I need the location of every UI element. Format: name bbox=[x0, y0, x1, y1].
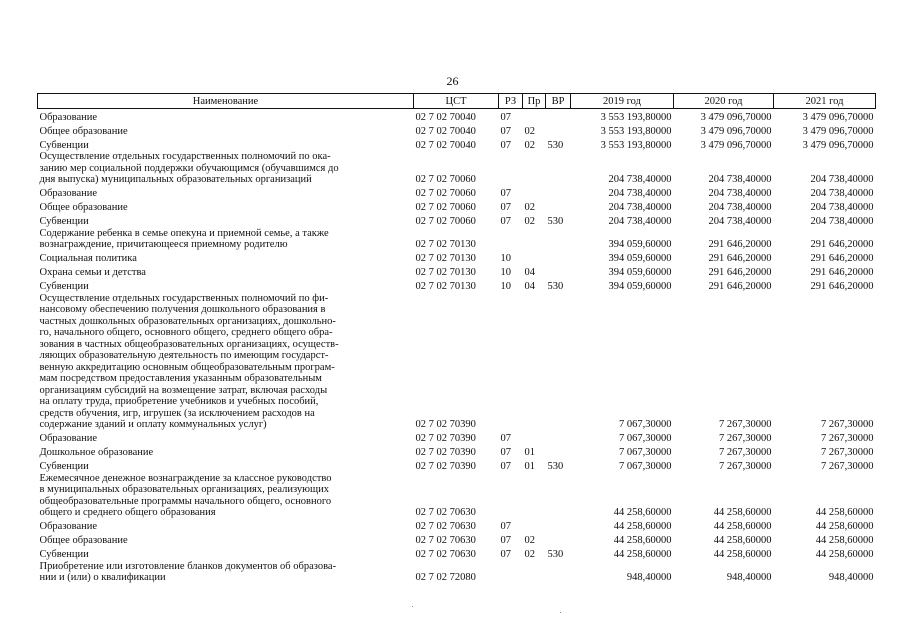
cell-y2021: 291 646,20000 bbox=[810, 281, 874, 292]
cell-cst: 02 7 02 70040 bbox=[415, 111, 476, 123]
cell-pr bbox=[523, 293, 546, 431]
cell-vr: 530 bbox=[547, 139, 564, 151]
cell-rz: 10 bbox=[500, 253, 511, 264]
cell-rz: 10 bbox=[500, 267, 511, 278]
cell-y2021: 204 738,40000 bbox=[810, 216, 874, 227]
cell-y2020: 3 479 096,70000 bbox=[700, 139, 772, 151]
cell-y2019: 394 059,60000 bbox=[608, 253, 672, 264]
cell-y2021: 204 738,40000 bbox=[810, 174, 874, 185]
cell-y2020: 204 738,40000 bbox=[708, 188, 772, 199]
cell-vr bbox=[546, 561, 571, 584]
page-number: 26 bbox=[446, 74, 459, 88]
cell-y2019: 3 553 193,80000 bbox=[600, 111, 672, 123]
table-row bbox=[38, 431, 876, 445]
cell-rz: 07 bbox=[500, 461, 511, 472]
cell-cst: 02 7 02 70390 bbox=[415, 433, 476, 444]
table-header-row bbox=[38, 94, 876, 109]
cell-rz: 07 bbox=[500, 535, 511, 546]
table-row bbox=[38, 251, 876, 265]
cell-y2020: 44 258,60000 bbox=[713, 521, 772, 532]
table-row bbox=[38, 533, 876, 547]
cell-pr bbox=[523, 473, 546, 519]
cell-cst: 02 7 02 70130 bbox=[415, 253, 476, 264]
cell-y2021: 291 646,20000 bbox=[810, 253, 874, 264]
cell-y2019: 204 738,40000 bbox=[608, 202, 672, 213]
cell-name: Общее образование bbox=[39, 202, 128, 213]
column-header-vr: ВР bbox=[546, 94, 571, 109]
cell-y2021: 44 258,60000 bbox=[815, 507, 874, 518]
cell-pr bbox=[523, 519, 546, 533]
cell-y2019: 44 258,60000 bbox=[613, 549, 672, 560]
cell-cst: 02 7 02 70130 bbox=[415, 281, 476, 292]
cell-name: Ежемесячное денежное вознаграждение за классное руководство в муниципальных образовательных организациях, реализующих общеобразовательные программы начального общего, основного общего и среднего общего образования bbox=[39, 472, 332, 518]
cell-vr bbox=[546, 431, 571, 445]
cell-vr bbox=[546, 293, 571, 431]
cell-y2020: 7 267,30000 bbox=[719, 433, 772, 444]
cell-vr: 530 bbox=[547, 461, 564, 472]
cell-y2021: 948,40000 bbox=[828, 572, 874, 583]
cell-cst: 02 7 02 70390 bbox=[415, 461, 476, 472]
cell-rz bbox=[499, 561, 523, 584]
cell-cst: 02 7 02 70040 bbox=[415, 125, 476, 137]
cell-name: Образование bbox=[39, 521, 98, 532]
cell-vr bbox=[546, 473, 571, 519]
cell-y2020: 204 738,40000 bbox=[708, 174, 772, 185]
cell-y2021: 7 267,30000 bbox=[821, 447, 874, 458]
cell-rz bbox=[499, 293, 523, 431]
column-header-rz: РЗ bbox=[499, 94, 523, 109]
cell-cst: 02 7 02 70060 bbox=[415, 216, 476, 227]
table-row bbox=[38, 214, 876, 228]
column-header-2020: 2020 год bbox=[674, 94, 774, 109]
cell-cst: 02 7 02 72080 bbox=[415, 572, 476, 583]
table-row bbox=[38, 279, 876, 293]
cell-y2019: 204 738,40000 bbox=[608, 216, 672, 227]
cell-pr: 02 bbox=[524, 549, 535, 560]
cell-pr bbox=[523, 251, 546, 265]
table-row bbox=[38, 459, 876, 473]
cell-y2021: 3 479 096,70000 bbox=[802, 139, 874, 151]
cell-y2020: 44 258,60000 bbox=[713, 549, 772, 560]
cell-name: Образование bbox=[39, 188, 98, 199]
cell-name: Осуществление отдельных государственных полномочий по фи- нансовому обеспечению получения дошкольного образования в частных дошкольных образовательных организациях, дошкольно- го, начального общего, основного общего, среднего общего обра- зования в частных общеобразовательных организациях, осуществ- ляющих образовательную деятельность по имеющим государст- венную аккредитацию основным общеобразовательным програм- мам посредством предоставления указанным образовательным организациям субсидий на возмещение затрат, включая расходы на оплату труда, приобретение учебников и учебных пособий, средств обучения, игр, игрушек (за исключением расходов на содержание зданий и оплату коммунальных услуг) bbox=[39, 292, 339, 430]
cell-pr bbox=[523, 109, 546, 124]
cell-y2020: 3 479 096,70000 bbox=[700, 125, 772, 137]
cell-pr bbox=[523, 186, 546, 200]
cell-cst: 02 7 02 70630 bbox=[415, 521, 476, 532]
cell-cst: 02 7 02 70130 bbox=[415, 267, 476, 278]
column-header-2021: 2021 год bbox=[774, 94, 876, 109]
cell-pr: 02 bbox=[524, 202, 535, 213]
cell-cst: 02 7 02 70040 bbox=[415, 139, 476, 151]
cell-rz: 07 bbox=[500, 521, 511, 532]
cell-y2019: 7 067,30000 bbox=[619, 461, 672, 472]
cell-y2019: 394 059,60000 bbox=[608, 281, 672, 292]
cell-name: Содержание ребенка в семье опекуна и приемной семье, а также вознаграждение, причитающееся приемному родителю bbox=[39, 227, 329, 250]
cell-y2020: 291 646,20000 bbox=[708, 253, 772, 264]
table-row bbox=[38, 519, 876, 533]
cell-y2019: 44 258,60000 bbox=[613, 521, 672, 532]
table-row bbox=[38, 265, 876, 279]
table-row bbox=[38, 200, 876, 214]
cell-pr: 02 bbox=[524, 535, 535, 546]
cell-rz: 07 bbox=[500, 202, 511, 213]
cell-y2020: 7 267,30000 bbox=[719, 447, 772, 458]
cell-name: Охрана семьи и детства bbox=[39, 267, 146, 278]
cell-y2019: 204 738,40000 bbox=[608, 188, 672, 199]
cell-y2020: 948,40000 bbox=[726, 572, 772, 583]
scan-speck bbox=[412, 606, 413, 607]
cell-name: Общее образование bbox=[39, 535, 128, 546]
cell-vr bbox=[546, 265, 571, 279]
cell-y2019: 394 059,60000 bbox=[608, 267, 672, 278]
cell-y2019: 7 067,30000 bbox=[619, 419, 672, 430]
cell-cst: 02 7 02 70060 bbox=[415, 188, 476, 199]
cell-name: Образование bbox=[39, 111, 98, 123]
cell-pr: 04 bbox=[524, 281, 535, 292]
cell-rz: 07 bbox=[500, 139, 511, 151]
cell-y2020: 3 479 096,70000 bbox=[700, 111, 772, 123]
cell-cst: 02 7 02 70630 bbox=[415, 549, 476, 560]
cell-name: Образование bbox=[39, 433, 98, 444]
cell-name: Субвенции bbox=[39, 139, 89, 151]
cell-y2020: 291 646,20000 bbox=[708, 239, 772, 250]
cell-vr bbox=[546, 200, 571, 214]
cell-y2019: 394 059,60000 bbox=[608, 239, 672, 250]
cell-pr bbox=[523, 561, 546, 584]
column-header-name: Наименование bbox=[38, 94, 414, 109]
cell-y2019: 3 553 193,80000 bbox=[600, 125, 672, 137]
scan-speck bbox=[560, 612, 561, 613]
table-row bbox=[38, 293, 876, 431]
cell-y2020: 7 267,30000 bbox=[719, 419, 772, 430]
table-row bbox=[38, 186, 876, 200]
table-row bbox=[38, 228, 876, 251]
table-row bbox=[38, 561, 876, 584]
cell-vr bbox=[546, 445, 571, 459]
cell-pr bbox=[523, 151, 546, 186]
cell-y2020: 204 738,40000 bbox=[708, 202, 772, 213]
column-header-pr: Пр bbox=[523, 94, 546, 109]
cell-rz: 10 bbox=[500, 281, 511, 292]
cell-pr: 02 bbox=[524, 216, 535, 227]
cell-rz bbox=[499, 228, 523, 251]
table-row bbox=[38, 151, 876, 186]
cell-name: Приобретение или изготовление бланков документов об образова- нии и (или) о квалификации bbox=[39, 560, 337, 583]
cell-name: Общее образование bbox=[39, 125, 128, 137]
cell-pr: 02 bbox=[524, 125, 535, 137]
cell-name: Дошкольное образование bbox=[39, 447, 154, 458]
cell-cst: 02 7 02 70390 bbox=[415, 419, 476, 430]
cell-y2019: 44 258,60000 bbox=[613, 535, 672, 546]
cell-vr bbox=[546, 109, 571, 124]
cell-cst: 02 7 02 70630 bbox=[415, 535, 476, 546]
cell-vr bbox=[546, 151, 571, 186]
cell-y2020: 44 258,60000 bbox=[713, 507, 772, 518]
cell-y2019: 948,40000 bbox=[626, 572, 672, 583]
cell-pr: 02 bbox=[524, 139, 535, 151]
cell-y2019: 7 067,30000 bbox=[619, 433, 672, 444]
cell-pr: 01 bbox=[524, 461, 535, 472]
budget-table bbox=[37, 93, 876, 584]
cell-y2021: 7 267,30000 bbox=[821, 419, 874, 430]
cell-cst: 02 7 02 70060 bbox=[415, 202, 476, 213]
cell-y2019: 7 067,30000 bbox=[619, 447, 672, 458]
cell-rz: 07 bbox=[500, 433, 511, 444]
column-header-cst: ЦСТ bbox=[414, 94, 499, 109]
cell-name: Субвенции bbox=[39, 281, 89, 292]
cell-rz: 07 bbox=[500, 447, 511, 458]
cell-y2019: 3 553 193,80000 bbox=[600, 139, 672, 151]
cell-name: Субвенции bbox=[39, 461, 89, 472]
cell-y2021: 44 258,60000 bbox=[815, 521, 874, 532]
cell-vr bbox=[546, 228, 571, 251]
cell-rz bbox=[499, 473, 523, 519]
cell-pr bbox=[523, 431, 546, 445]
cell-y2021: 44 258,60000 bbox=[815, 535, 874, 546]
cell-y2020: 291 646,20000 bbox=[708, 267, 772, 278]
table-row bbox=[38, 445, 876, 459]
cell-pr bbox=[523, 228, 546, 251]
cell-cst: 02 7 02 70060 bbox=[415, 174, 476, 185]
cell-rz: 07 bbox=[500, 216, 511, 227]
cell-y2021: 291 646,20000 bbox=[810, 267, 874, 278]
cell-name: Осуществление отдельных государственных полномочий по ока- занию мер социальной поддержки обучающимся (обучавшимся до дня выпуска) муниципальных образовательных организаций bbox=[39, 151, 339, 185]
cell-y2020: 291 646,20000 bbox=[708, 281, 772, 292]
cell-vr: 530 bbox=[547, 549, 564, 560]
cell-vr bbox=[546, 251, 571, 265]
table-row bbox=[38, 137, 876, 151]
cell-name: Социальная политика bbox=[39, 253, 137, 264]
table-row bbox=[38, 547, 876, 561]
cell-vr: 530 bbox=[547, 216, 564, 227]
cell-cst: 02 7 02 70630 bbox=[415, 507, 476, 518]
cell-cst: 02 7 02 70390 bbox=[415, 447, 476, 458]
cell-y2020: 7 267,30000 bbox=[719, 461, 772, 472]
cell-y2021: 44 258,60000 bbox=[815, 549, 874, 560]
cell-vr bbox=[546, 519, 571, 533]
table-row bbox=[38, 473, 876, 519]
cell-cst: 02 7 02 70130 bbox=[415, 239, 476, 250]
cell-vr bbox=[546, 533, 571, 547]
cell-vr bbox=[546, 123, 571, 137]
cell-vr: 530 bbox=[547, 281, 564, 292]
table-body bbox=[38, 109, 876, 584]
cell-name: Субвенции bbox=[39, 216, 89, 227]
column-header-2019: 2019 год bbox=[571, 94, 674, 109]
cell-y2021: 7 267,30000 bbox=[821, 461, 874, 472]
cell-y2021: 204 738,40000 bbox=[810, 188, 874, 199]
cell-y2019: 204 738,40000 bbox=[608, 174, 672, 185]
cell-rz: 07 bbox=[500, 188, 511, 199]
cell-rz: 07 bbox=[500, 111, 511, 123]
table-row bbox=[38, 123, 876, 137]
cell-pr: 04 bbox=[524, 267, 535, 278]
cell-y2021: 291 646,20000 bbox=[810, 239, 874, 250]
cell-y2021: 3 479 096,70000 bbox=[802, 125, 874, 137]
cell-pr: 01 bbox=[524, 447, 535, 458]
cell-y2020: 204 738,40000 bbox=[708, 216, 772, 227]
cell-y2021: 204 738,40000 bbox=[810, 202, 874, 213]
cell-y2021: 3 479 096,70000 bbox=[802, 111, 874, 123]
cell-y2021: 7 267,30000 bbox=[821, 433, 874, 444]
cell-rz: 07 bbox=[500, 549, 511, 560]
table-row bbox=[38, 109, 876, 124]
cell-name: Субвенции bbox=[39, 549, 89, 560]
cell-rz: 07 bbox=[500, 125, 511, 137]
cell-rz bbox=[499, 151, 523, 186]
cell-vr bbox=[546, 186, 571, 200]
cell-y2020: 44 258,60000 bbox=[713, 535, 772, 546]
cell-y2019: 44 258,60000 bbox=[613, 507, 672, 518]
